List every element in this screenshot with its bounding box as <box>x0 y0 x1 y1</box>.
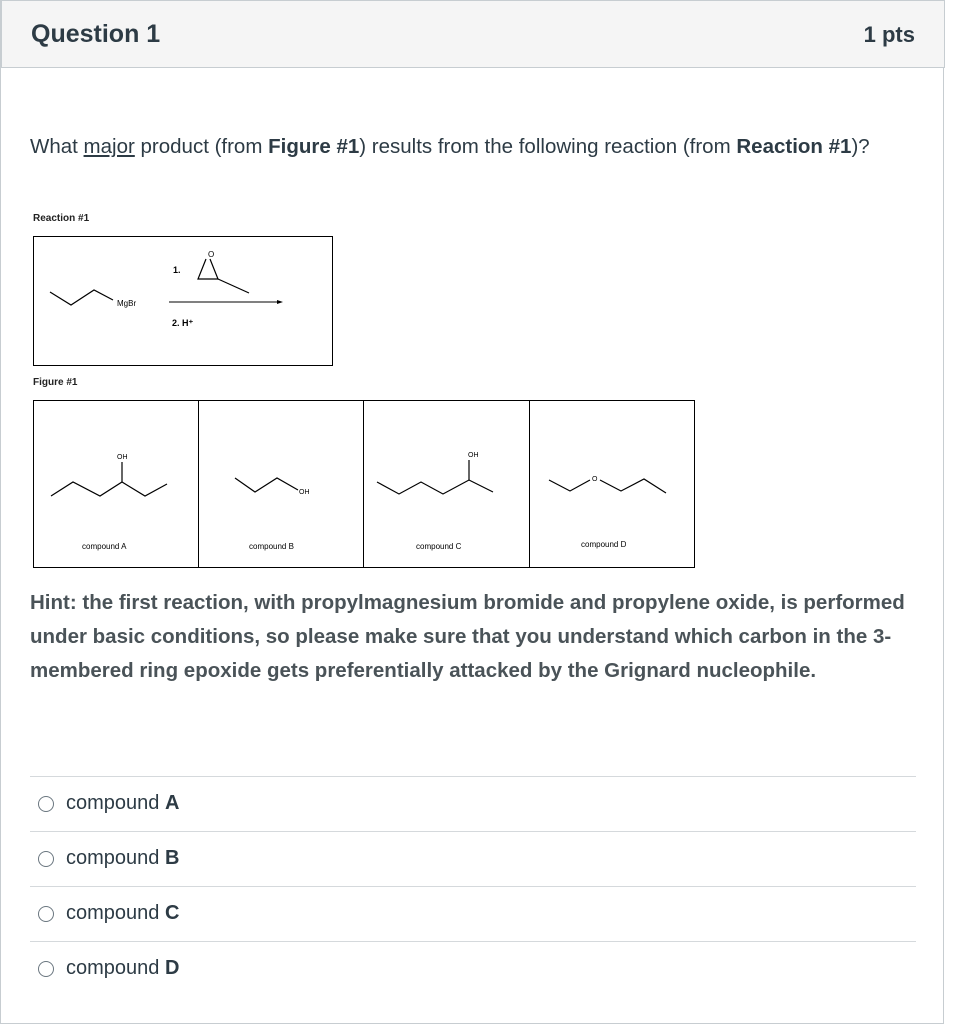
answer-label[interactable] <box>66 792 179 815</box>
answer-option-a[interactable] <box>30 776 916 831</box>
compound-a-label: compound A <box>82 542 127 551</box>
epoxide-oxygen: O <box>208 250 215 259</box>
answer-option-b[interactable] <box>30 831 916 886</box>
radio-button[interactable] <box>38 851 54 867</box>
step1-label: 1. <box>173 265 181 275</box>
compound-d-label: compound D <box>581 540 627 549</box>
figure-label: Figure #1 <box>33 377 78 388</box>
reaction-image <box>33 236 333 366</box>
compound-d-oxygen: O <box>592 476 598 483</box>
reaction-label: Reaction #1 <box>33 213 90 224</box>
answer-label[interactable] <box>66 902 179 925</box>
answer-label-prefix: compound <box>66 957 165 979</box>
question-text-part: product (from <box>134 135 269 158</box>
answer-label-prefix: compound <box>66 847 165 869</box>
radio-button[interactable] <box>38 906 54 922</box>
step2-label: 2. H⁺ <box>172 318 194 328</box>
answer-option-c[interactable] <box>30 886 916 941</box>
answer-option-d[interactable] <box>30 941 916 996</box>
answer-label[interactable] <box>66 957 179 980</box>
answer-label-letter: B <box>164 847 180 869</box>
radio-button[interactable] <box>38 961 54 977</box>
answer-label-prefix: compound <box>66 902 165 924</box>
question-text <box>30 130 920 163</box>
answer-label-prefix: compound <box>66 792 165 814</box>
compound-b-label: compound B <box>249 542 294 551</box>
question-title: Question 1 <box>31 20 161 48</box>
answer-label-letter: A <box>164 792 180 814</box>
answer-label[interactable] <box>66 847 179 870</box>
question-text-bold: Reaction #1 <box>736 135 852 158</box>
hint-text: Hint: the first reaction, with propylmagnesium bromide and propylene oxide, is performed under basic conditions, so please make sure that you understand which carbon in the 3-membered ring epoxide gets preferentially attacked by the Grignard nucleophile. <box>30 591 905 682</box>
radio-button[interactable] <box>38 796 54 812</box>
question-text-underlined: major <box>83 135 135 158</box>
question-text-bold: Figure #1 <box>268 135 360 158</box>
question-points: 1 pts <box>863 22 915 47</box>
question-text-part: What <box>30 135 84 158</box>
question-text-part: )? <box>851 135 870 158</box>
question-header <box>1 0 945 68</box>
grignard-label: MgBr <box>117 299 137 308</box>
compound-b-oh: OH <box>299 489 310 496</box>
compound-a-oh: OH <box>117 454 128 461</box>
figure-image <box>33 400 695 568</box>
question-text-part: ) results from the following reaction (from <box>359 135 737 158</box>
answer-label-letter: D <box>164 957 180 979</box>
compound-c-label: compound C <box>416 542 462 551</box>
answer-list <box>30 776 916 996</box>
answer-label-letter: C <box>164 902 180 924</box>
reaction-frame <box>34 237 333 366</box>
compound-c-oh: OH <box>468 452 479 459</box>
